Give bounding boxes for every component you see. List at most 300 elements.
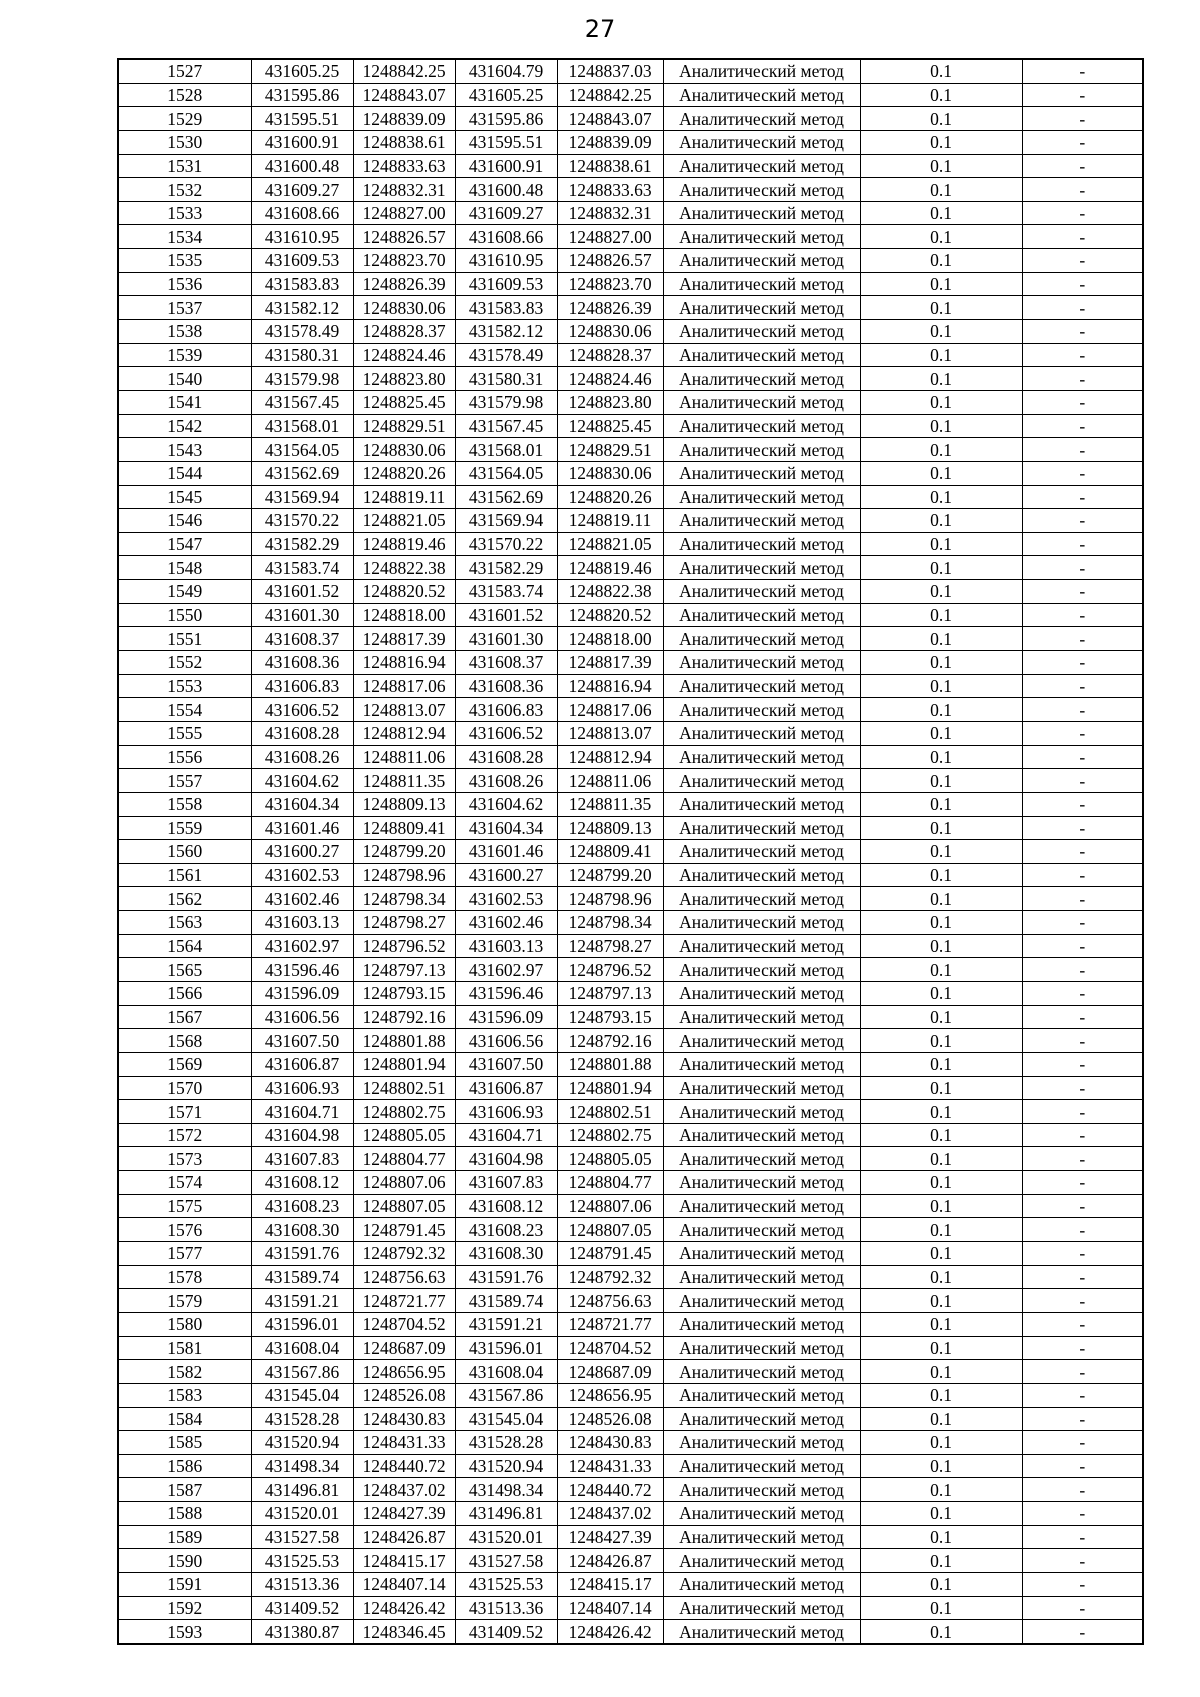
method-cell: Аналитический метод — [663, 201, 860, 225]
description-cell: - — [1022, 911, 1143, 935]
accuracy-cell: 0.1 — [860, 296, 1022, 320]
x-start-cell: 431596.46 — [251, 958, 353, 982]
method-cell: Аналитический метод — [663, 1383, 860, 1407]
method-cell: Аналитический метод — [663, 1218, 860, 1242]
description-cell: - — [1022, 1076, 1143, 1100]
y-end-cell: 1248828.37 — [557, 343, 663, 367]
point-number-cell: 1551 — [118, 627, 251, 651]
point-number-cell: 1533 — [118, 201, 251, 225]
method-cell: Аналитический метод — [663, 83, 860, 107]
point-number-cell: 1591 — [118, 1573, 251, 1597]
y-start-cell: 1248431.33 — [353, 1431, 455, 1455]
method-cell: Аналитический метод — [663, 745, 860, 769]
y-end-cell: 1248813.07 — [557, 721, 663, 745]
point-number-cell: 1542 — [118, 414, 251, 438]
x-end-cell: 431601.52 — [455, 603, 557, 627]
table-row — [118, 1052, 1143, 1076]
description-cell: - — [1022, 792, 1143, 816]
method-cell: Аналитический метод — [663, 225, 860, 249]
accuracy-cell: 0.1 — [860, 154, 1022, 178]
table-row — [118, 1360, 1143, 1384]
accuracy-cell: 0.1 — [860, 390, 1022, 414]
description-cell: - — [1022, 769, 1143, 793]
accuracy-cell: 0.1 — [860, 107, 1022, 131]
point-number-cell: 1535 — [118, 249, 251, 273]
x-end-cell: 431562.69 — [455, 485, 557, 509]
x-end-cell: 431606.56 — [455, 1029, 557, 1053]
accuracy-cell: 0.1 — [860, 1005, 1022, 1029]
method-cell: Аналитический метод — [663, 1502, 860, 1526]
y-end-cell: 1248823.70 — [557, 272, 663, 296]
y-start-cell: 1248796.52 — [353, 934, 455, 958]
x-end-cell: 431602.46 — [455, 911, 557, 935]
point-number-cell: 1571 — [118, 1100, 251, 1124]
table-row — [118, 461, 1143, 485]
x-end-cell: 431567.86 — [455, 1383, 557, 1407]
table-row — [118, 911, 1143, 935]
accuracy-cell: 0.1 — [860, 1525, 1022, 1549]
table-row — [118, 225, 1143, 249]
description-cell: - — [1022, 1289, 1143, 1313]
accuracy-cell: 0.1 — [860, 1596, 1022, 1620]
y-start-cell: 1248426.42 — [353, 1596, 455, 1620]
accuracy-cell: 0.1 — [860, 509, 1022, 533]
x-start-cell: 431582.12 — [251, 296, 353, 320]
accuracy-cell: 0.1 — [860, 1573, 1022, 1597]
method-cell: Аналитический метод — [663, 390, 860, 414]
accuracy-cell: 0.1 — [860, 887, 1022, 911]
x-end-cell: 431579.98 — [455, 390, 557, 414]
point-number-cell: 1572 — [118, 1123, 251, 1147]
point-number-cell: 1556 — [118, 745, 251, 769]
y-start-cell: 1248809.41 — [353, 816, 455, 840]
x-end-cell: 431568.01 — [455, 438, 557, 462]
y-end-cell: 1248792.32 — [557, 1265, 663, 1289]
y-end-cell: 1248839.09 — [557, 130, 663, 154]
description-cell: - — [1022, 438, 1143, 462]
accuracy-cell: 0.1 — [860, 1431, 1022, 1455]
accuracy-cell: 0.1 — [860, 1289, 1022, 1313]
x-end-cell: 431545.04 — [455, 1407, 557, 1431]
method-cell: Аналитический метод — [663, 1336, 860, 1360]
y-end-cell: 1248832.31 — [557, 201, 663, 225]
method-cell: Аналитический метод — [663, 769, 860, 793]
x-start-cell: 431607.83 — [251, 1147, 353, 1171]
y-start-cell: 1248832.31 — [353, 178, 455, 202]
method-cell: Аналитический метод — [663, 1171, 860, 1195]
accuracy-cell: 0.1 — [860, 1242, 1022, 1266]
point-number-cell: 1567 — [118, 1005, 251, 1029]
x-end-cell: 431591.21 — [455, 1312, 557, 1336]
x-end-cell: 431608.23 — [455, 1218, 557, 1242]
accuracy-cell: 0.1 — [860, 1336, 1022, 1360]
accuracy-cell: 0.1 — [860, 1407, 1022, 1431]
table-row — [118, 887, 1143, 911]
y-end-cell: 1248821.05 — [557, 532, 663, 556]
method-cell: Аналитический метод — [663, 1573, 860, 1597]
point-number-cell: 1578 — [118, 1265, 251, 1289]
point-number-cell: 1540 — [118, 367, 251, 391]
accuracy-cell: 0.1 — [860, 911, 1022, 935]
x-end-cell: 431595.86 — [455, 107, 557, 131]
point-number-cell: 1565 — [118, 958, 251, 982]
y-start-cell: 1248798.27 — [353, 911, 455, 935]
method-cell: Аналитический метод — [663, 249, 860, 273]
method-cell: Аналитический метод — [663, 1454, 860, 1478]
accuracy-cell: 0.1 — [860, 674, 1022, 698]
description-cell: - — [1022, 1620, 1143, 1644]
description-cell: - — [1022, 1100, 1143, 1124]
y-start-cell: 1248817.06 — [353, 674, 455, 698]
method-cell: Аналитический метод — [663, 1549, 860, 1573]
x-end-cell: 431564.05 — [455, 461, 557, 485]
x-start-cell: 431606.93 — [251, 1076, 353, 1100]
x-start-cell: 431601.30 — [251, 603, 353, 627]
method-cell: Аналитический метод — [663, 438, 860, 462]
x-start-cell: 431567.86 — [251, 1360, 353, 1384]
x-end-cell: 431607.50 — [455, 1052, 557, 1076]
point-number-cell: 1592 — [118, 1596, 251, 1620]
accuracy-cell: 0.1 — [860, 461, 1022, 485]
description-cell: - — [1022, 580, 1143, 604]
accuracy-cell: 0.1 — [860, 580, 1022, 604]
table-row — [118, 438, 1143, 462]
point-number-cell: 1570 — [118, 1076, 251, 1100]
y-start-cell: 1248817.39 — [353, 627, 455, 651]
table-row — [118, 1596, 1143, 1620]
method-cell: Аналитический метод — [663, 1312, 860, 1336]
x-start-cell: 431608.12 — [251, 1171, 353, 1195]
y-start-cell: 1248346.45 — [353, 1620, 455, 1644]
x-start-cell: 431528.28 — [251, 1407, 353, 1431]
y-end-cell: 1248801.88 — [557, 1052, 663, 1076]
method-cell: Аналитический метод — [663, 1289, 860, 1313]
accuracy-cell: 0.1 — [860, 532, 1022, 556]
table-row — [118, 1147, 1143, 1171]
x-end-cell: 431582.12 — [455, 320, 557, 344]
table-row — [118, 272, 1143, 296]
description-cell: - — [1022, 1502, 1143, 1526]
accuracy-cell: 0.1 — [860, 272, 1022, 296]
point-number-cell: 1541 — [118, 390, 251, 414]
y-start-cell: 1248721.77 — [353, 1289, 455, 1313]
x-start-cell: 431583.74 — [251, 556, 353, 580]
x-end-cell: 431601.46 — [455, 840, 557, 864]
method-cell: Аналитический метод — [663, 296, 860, 320]
x-start-cell: 431545.04 — [251, 1383, 353, 1407]
x-start-cell: 431409.52 — [251, 1596, 353, 1620]
y-end-cell: 1248838.61 — [557, 154, 663, 178]
description-cell: - — [1022, 887, 1143, 911]
table-row — [118, 721, 1143, 745]
y-end-cell: 1248807.05 — [557, 1218, 663, 1242]
description-cell: - — [1022, 532, 1143, 556]
point-number-cell: 1577 — [118, 1242, 251, 1266]
point-number-cell: 1552 — [118, 651, 251, 675]
point-number-cell: 1553 — [118, 674, 251, 698]
method-cell: Аналитический метод — [663, 107, 860, 131]
x-start-cell: 431608.26 — [251, 745, 353, 769]
method-cell: Аналитический метод — [663, 1076, 860, 1100]
point-number-cell: 1532 — [118, 178, 251, 202]
method-cell: Аналитический метод — [663, 1407, 860, 1431]
x-start-cell: 431606.56 — [251, 1005, 353, 1029]
accuracy-cell: 0.1 — [860, 769, 1022, 793]
x-start-cell: 431600.91 — [251, 130, 353, 154]
method-cell: Аналитический метод — [663, 958, 860, 982]
y-end-cell: 1248819.11 — [557, 509, 663, 533]
point-number-cell: 1569 — [118, 1052, 251, 1076]
x-end-cell: 431600.91 — [455, 154, 557, 178]
x-end-cell: 431604.62 — [455, 792, 557, 816]
x-start-cell: 431608.23 — [251, 1194, 353, 1218]
x-start-cell: 431604.71 — [251, 1100, 353, 1124]
x-start-cell: 431578.49 — [251, 320, 353, 344]
x-end-cell: 431608.28 — [455, 745, 557, 769]
point-number-cell: 1527 — [118, 59, 251, 83]
x-start-cell: 431525.53 — [251, 1549, 353, 1573]
y-start-cell: 1248802.75 — [353, 1100, 455, 1124]
y-start-cell: 1248415.17 — [353, 1549, 455, 1573]
method-cell: Аналитический метод — [663, 414, 860, 438]
table-row — [118, 792, 1143, 816]
method-cell: Аналитический метод — [663, 1194, 860, 1218]
method-cell: Аналитический метод — [663, 1123, 860, 1147]
x-end-cell: 431606.87 — [455, 1076, 557, 1100]
table-row — [118, 816, 1143, 840]
table-row — [118, 958, 1143, 982]
x-start-cell: 431562.69 — [251, 461, 353, 485]
x-start-cell: 431582.29 — [251, 532, 353, 556]
point-number-cell: 1543 — [118, 438, 251, 462]
description-cell: - — [1022, 1596, 1143, 1620]
y-start-cell: 1248704.52 — [353, 1312, 455, 1336]
point-number-cell: 1558 — [118, 792, 251, 816]
method-cell: Аналитический метод — [663, 840, 860, 864]
y-end-cell: 1248842.25 — [557, 83, 663, 107]
method-cell: Аналитический метод — [663, 1265, 860, 1289]
point-number-cell: 1560 — [118, 840, 251, 864]
point-number-cell: 1589 — [118, 1525, 251, 1549]
point-number-cell: 1582 — [118, 1360, 251, 1384]
method-cell: Аналитический метод — [663, 343, 860, 367]
y-start-cell: 1248798.34 — [353, 887, 455, 911]
x-start-cell: 431602.97 — [251, 934, 353, 958]
y-start-cell: 1248798.96 — [353, 863, 455, 887]
y-start-cell: 1248801.88 — [353, 1029, 455, 1053]
x-start-cell: 431603.13 — [251, 911, 353, 935]
accuracy-cell: 0.1 — [860, 1052, 1022, 1076]
table-row — [118, 1029, 1143, 1053]
method-cell: Аналитический метод — [663, 1525, 860, 1549]
description-cell: - — [1022, 603, 1143, 627]
y-start-cell: 1248407.14 — [353, 1573, 455, 1597]
y-end-cell: 1248804.77 — [557, 1171, 663, 1195]
accuracy-cell: 0.1 — [860, 1029, 1022, 1053]
x-end-cell: 431569.94 — [455, 509, 557, 533]
accuracy-cell: 0.1 — [860, 130, 1022, 154]
point-number-cell: 1564 — [118, 934, 251, 958]
table-row — [118, 1336, 1143, 1360]
x-end-cell: 431596.01 — [455, 1336, 557, 1360]
x-start-cell: 431606.83 — [251, 674, 353, 698]
point-number-cell: 1579 — [118, 1289, 251, 1313]
y-end-cell: 1248807.06 — [557, 1194, 663, 1218]
point-number-cell: 1557 — [118, 769, 251, 793]
method-cell: Аналитический метод — [663, 130, 860, 154]
x-start-cell: 431591.21 — [251, 1289, 353, 1313]
x-start-cell: 431520.94 — [251, 1431, 353, 1455]
x-end-cell: 431608.26 — [455, 769, 557, 793]
accuracy-cell: 0.1 — [860, 1123, 1022, 1147]
y-start-cell: 1248426.87 — [353, 1525, 455, 1549]
method-cell: Аналитический метод — [663, 887, 860, 911]
description-cell: - — [1022, 840, 1143, 864]
x-end-cell: 431567.45 — [455, 414, 557, 438]
x-start-cell: 431527.58 — [251, 1525, 353, 1549]
x-end-cell: 431606.83 — [455, 698, 557, 722]
point-number-cell: 1563 — [118, 911, 251, 935]
x-end-cell: 431608.36 — [455, 674, 557, 698]
point-number-cell: 1538 — [118, 320, 251, 344]
accuracy-cell: 0.1 — [860, 603, 1022, 627]
description-cell: - — [1022, 509, 1143, 533]
x-start-cell: 431606.52 — [251, 698, 353, 722]
description-cell: - — [1022, 674, 1143, 698]
description-cell: - — [1022, 958, 1143, 982]
table-row — [118, 414, 1143, 438]
description-cell: - — [1022, 1383, 1143, 1407]
method-cell: Аналитический метод — [663, 674, 860, 698]
accuracy-cell: 0.1 — [860, 1194, 1022, 1218]
x-start-cell: 431564.05 — [251, 438, 353, 462]
x-start-cell: 431607.50 — [251, 1029, 353, 1053]
y-start-cell: 1248793.15 — [353, 981, 455, 1005]
y-end-cell: 1248811.35 — [557, 792, 663, 816]
table-row — [118, 1218, 1143, 1242]
x-start-cell: 431596.09 — [251, 981, 353, 1005]
point-number-cell: 1544 — [118, 461, 251, 485]
accuracy-cell: 0.1 — [860, 1312, 1022, 1336]
y-start-cell: 1248823.70 — [353, 249, 455, 273]
method-cell: Аналитический метод — [663, 485, 860, 509]
x-start-cell: 431609.53 — [251, 249, 353, 273]
description-cell: - — [1022, 816, 1143, 840]
x-end-cell: 431520.01 — [455, 1525, 557, 1549]
method-cell: Аналитический метод — [663, 178, 860, 202]
y-end-cell: 1248802.75 — [557, 1123, 663, 1147]
point-number-cell: 1529 — [118, 107, 251, 131]
y-end-cell: 1248721.77 — [557, 1312, 663, 1336]
accuracy-cell: 0.1 — [860, 1218, 1022, 1242]
y-start-cell: 1248656.95 — [353, 1360, 455, 1384]
x-end-cell: 431589.74 — [455, 1289, 557, 1313]
description-cell: - — [1022, 1218, 1143, 1242]
table-row — [118, 1171, 1143, 1195]
description-cell: - — [1022, 981, 1143, 1005]
x-start-cell: 431601.52 — [251, 580, 353, 604]
table-row — [118, 320, 1143, 344]
point-number-cell: 1559 — [118, 816, 251, 840]
accuracy-cell: 0.1 — [860, 721, 1022, 745]
accuracy-cell: 0.1 — [860, 934, 1022, 958]
method-cell: Аналитический метод — [663, 1596, 860, 1620]
y-start-cell: 1248830.06 — [353, 438, 455, 462]
y-start-cell: 1248833.63 — [353, 154, 455, 178]
y-end-cell: 1248826.57 — [557, 249, 663, 273]
table-row — [118, 107, 1143, 131]
y-end-cell: 1248801.94 — [557, 1076, 663, 1100]
description-cell: - — [1022, 1242, 1143, 1266]
accuracy-cell: 0.1 — [860, 863, 1022, 887]
table-row — [118, 178, 1143, 202]
point-number-cell: 1574 — [118, 1171, 251, 1195]
x-start-cell: 431608.36 — [251, 651, 353, 675]
y-start-cell: 1248826.39 — [353, 272, 455, 296]
description-cell: - — [1022, 272, 1143, 296]
x-start-cell: 431520.01 — [251, 1502, 353, 1526]
y-start-cell: 1248799.20 — [353, 840, 455, 864]
x-end-cell: 431604.98 — [455, 1147, 557, 1171]
table-row — [118, 130, 1143, 154]
table-row — [118, 509, 1143, 533]
x-start-cell: 431600.27 — [251, 840, 353, 864]
x-end-cell: 431583.74 — [455, 580, 557, 604]
y-end-cell: 1248526.08 — [557, 1407, 663, 1431]
method-cell: Аналитический метод — [663, 816, 860, 840]
table-row — [118, 296, 1143, 320]
point-number-cell: 1550 — [118, 603, 251, 627]
y-end-cell: 1248825.45 — [557, 414, 663, 438]
x-end-cell: 431600.48 — [455, 178, 557, 202]
description-cell: - — [1022, 414, 1143, 438]
table-row — [118, 390, 1143, 414]
x-end-cell: 431606.93 — [455, 1100, 557, 1124]
point-number-cell: 1561 — [118, 863, 251, 887]
description-cell: - — [1022, 745, 1143, 769]
point-number-cell: 1573 — [118, 1147, 251, 1171]
x-end-cell: 431609.53 — [455, 272, 557, 296]
y-start-cell: 1248819.46 — [353, 532, 455, 556]
y-start-cell: 1248830.06 — [353, 296, 455, 320]
point-number-cell: 1549 — [118, 580, 251, 604]
method-cell: Аналитический метод — [663, 1360, 860, 1384]
accuracy-cell: 0.1 — [860, 249, 1022, 273]
y-start-cell: 1248824.46 — [353, 343, 455, 367]
y-end-cell: 1248824.46 — [557, 367, 663, 391]
x-start-cell: 431608.66 — [251, 201, 353, 225]
point-number-cell: 1575 — [118, 1194, 251, 1218]
y-end-cell: 1248704.52 — [557, 1336, 663, 1360]
accuracy-cell: 0.1 — [860, 59, 1022, 83]
point-number-cell: 1530 — [118, 130, 251, 154]
table-row — [118, 1549, 1143, 1573]
y-start-cell: 1248813.07 — [353, 698, 455, 722]
method-cell: Аналитический метод — [663, 698, 860, 722]
method-cell: Аналитический метод — [663, 1478, 860, 1502]
accuracy-cell: 0.1 — [860, 83, 1022, 107]
y-end-cell: 1248430.83 — [557, 1431, 663, 1455]
accuracy-cell: 0.1 — [860, 1620, 1022, 1644]
y-end-cell: 1248816.94 — [557, 674, 663, 698]
y-end-cell: 1248426.42 — [557, 1620, 663, 1644]
point-number-cell: 1588 — [118, 1502, 251, 1526]
page-number: 27 — [584, 15, 616, 43]
table-body — [118, 59, 1143, 1644]
y-end-cell: 1248809.13 — [557, 816, 663, 840]
accuracy-cell: 0.1 — [860, 1076, 1022, 1100]
y-start-cell: 1248820.52 — [353, 580, 455, 604]
